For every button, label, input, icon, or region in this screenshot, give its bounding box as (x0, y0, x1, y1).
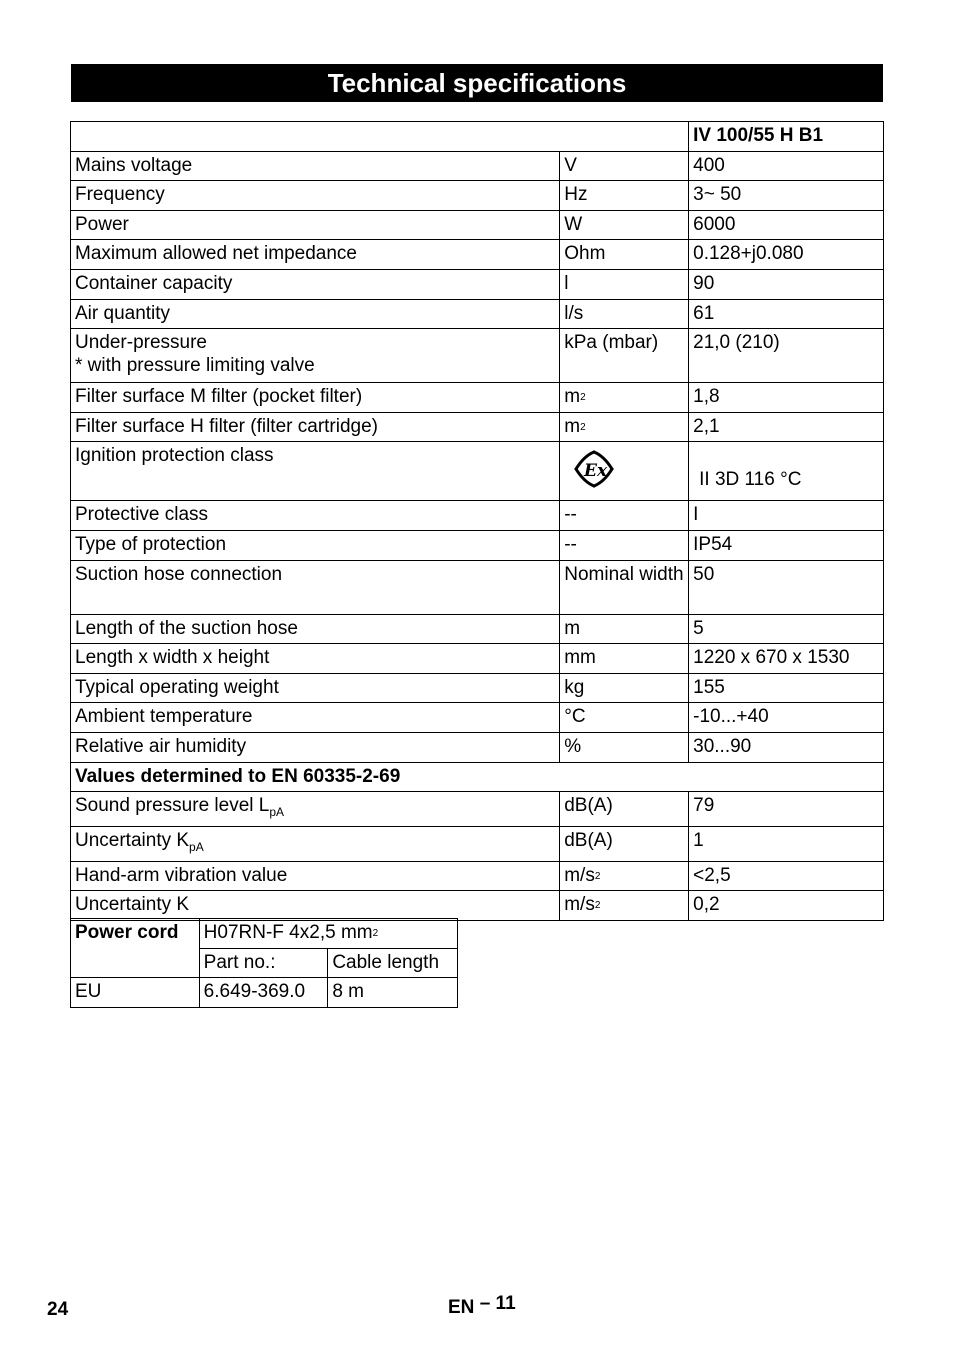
spec-value: 50 (689, 560, 884, 614)
table-row (71, 614, 884, 644)
col-part-no: Part no.: (199, 948, 328, 978)
label-base: Sound pressure level L (75, 795, 270, 817)
table-row (71, 442, 884, 501)
unit-base: m (564, 415, 581, 437)
footer-lang: EN (448, 1297, 475, 1318)
table-row (71, 560, 884, 614)
label-subscript: pA (189, 839, 204, 854)
cord-length: 8 m (328, 978, 458, 1008)
table-row (71, 978, 458, 1008)
table-row (71, 891, 884, 921)
spec-label: Filter surface M filter (pocket filter) (71, 383, 560, 413)
page-number: 24 (47, 1299, 69, 1320)
unit-exponent: 2 (594, 900, 601, 912)
spec-label: Maximum allowed net impedance (71, 240, 560, 270)
spec-label: Hand-arm vibration value (71, 861, 560, 891)
spec-unit (560, 442, 689, 501)
spec-label-note: * with pressure limiting valve (75, 355, 315, 377)
spec-label: Filter surface H filter (filter cartridge) (71, 412, 560, 442)
spec-value: 61 (689, 299, 884, 329)
table-header-row (71, 122, 884, 152)
table-row (71, 240, 884, 270)
model-name: IV 100/55 H B1 (689, 122, 884, 152)
spec-unit: m (560, 614, 689, 644)
spec-label: Power (71, 210, 560, 240)
spec-value: 1,8 (689, 383, 884, 413)
spec-label: Typical operating weight (71, 673, 560, 703)
spec-value: 0.128+j0.080 (689, 240, 884, 270)
spec-unit: dB(A) (560, 792, 689, 827)
power-cord-type (199, 919, 457, 949)
spec-value: -10...+40 (689, 703, 884, 733)
spec-unit (560, 383, 689, 413)
table-row (71, 732, 884, 762)
table-row (71, 412, 884, 442)
spec-label (71, 826, 560, 861)
spec-label: Under-pressure (75, 332, 207, 354)
spec-label: Ignition protection class (71, 442, 560, 501)
spec-value: <2,5 (689, 861, 884, 891)
spec-value: 400 (689, 151, 884, 181)
spec-label (71, 792, 560, 827)
spec-label: Relative air humidity (71, 732, 560, 762)
spec-label: Uncertainty K (71, 891, 560, 921)
spec-value: IP54 (689, 530, 884, 560)
table-row (71, 644, 884, 674)
section-heading: Values determined to EN 60335-2-69 (71, 762, 884, 792)
spec-value: 90 (689, 269, 884, 299)
spec-unit (560, 891, 689, 921)
spec-unit: dB(A) (560, 826, 689, 861)
spec-label: Mains voltage (71, 151, 560, 181)
cord-region: EU (71, 978, 200, 1008)
spec-value: 1220 x 670 x 1530 (689, 644, 884, 674)
spec-unit: Nominal width (560, 560, 689, 614)
spec-value: 30...90 (689, 732, 884, 762)
spec-label-multiline (71, 329, 560, 383)
ignition-class-value: II 3D 116 °C (699, 469, 802, 491)
table-row (71, 210, 884, 240)
spec-unit: l (560, 269, 689, 299)
table-row (71, 826, 884, 861)
unit-exponent: 2 (580, 392, 586, 404)
spec-unit: % (560, 732, 689, 762)
footer-section-number: 11 (495, 1293, 516, 1314)
cord-part-no: 6.649-369.0 (199, 978, 328, 1008)
svg-text:Ex: Ex (584, 461, 608, 482)
spec-label: Type of protection (71, 530, 560, 560)
spec-label: Ambient temperature (71, 703, 560, 733)
spec-label: Length of the suction hose (71, 614, 560, 644)
spec-value: 6000 (689, 210, 884, 240)
spec-value: 21,0 (210) (689, 329, 884, 383)
spec-label: Length x width x height (71, 644, 560, 674)
spec-unit: V (560, 151, 689, 181)
table-row (71, 329, 884, 383)
spec-label: Frequency (71, 181, 560, 211)
spec-value: 1 (689, 826, 884, 861)
spec-value: 2,1 (689, 412, 884, 442)
table-row (71, 151, 884, 181)
spec-label: Protective class (71, 501, 560, 531)
table-row (71, 501, 884, 531)
spec-unit (560, 412, 689, 442)
table-row (71, 299, 884, 329)
label-subscript: pA (269, 804, 285, 819)
unit-exponent: 2 (594, 870, 601, 882)
unit-base: m/s (564, 864, 595, 886)
ex-explosion-protection-icon (572, 450, 616, 488)
cord-type-exponent: 2 (372, 928, 379, 939)
unit-exponent: 2 (580, 421, 586, 433)
spec-unit: l/s (560, 299, 689, 329)
table-row (71, 792, 884, 827)
spec-label: Air quantity (71, 299, 560, 329)
spec-value (689, 442, 884, 501)
power-cord-heading: Power cord (71, 919, 200, 978)
table-row (71, 861, 884, 891)
spec-value: 5 (689, 614, 884, 644)
spec-value: 3~ 50 (689, 181, 884, 211)
power-cord-table (70, 918, 458, 1008)
spec-unit: Hz (560, 181, 689, 211)
spec-label: Suction hose connection (71, 560, 560, 614)
table-row (71, 269, 884, 299)
col-cable-length: Cable length (328, 948, 458, 978)
table-row (71, 703, 884, 733)
footer-section (448, 1293, 516, 1319)
label-base: Uncertainty K (75, 829, 190, 851)
spec-value: 0,2 (689, 891, 884, 921)
spec-unit: mm (560, 644, 689, 674)
table-row (71, 181, 884, 211)
unit-base: m (564, 386, 581, 408)
footer-separator: – (479, 1293, 491, 1314)
technical-spec-table (70, 121, 884, 921)
spec-value: I (689, 501, 884, 531)
spec-unit (560, 861, 689, 891)
spec-unit: W (560, 210, 689, 240)
spec-label: Container capacity (71, 269, 560, 299)
section-heading-row (71, 762, 884, 792)
spec-value: 155 (689, 673, 884, 703)
cord-type-base: H07RN-F 4x2,5 mm (203, 922, 373, 943)
spec-unit: -- (560, 530, 689, 560)
unit-base: m/s (564, 894, 595, 916)
table-row (71, 673, 884, 703)
spec-unit: Ohm (560, 240, 689, 270)
spec-value: 79 (689, 792, 884, 827)
table-row (71, 383, 884, 413)
spec-unit: kg (560, 673, 689, 703)
page-title: Technical specifications (71, 64, 883, 102)
spec-unit: °C (560, 703, 689, 733)
table-row (71, 530, 884, 560)
spec-unit: -- (560, 501, 689, 531)
table-row (71, 919, 458, 949)
spec-unit: kPa (mbar) (560, 329, 689, 383)
header-empty-cell (71, 122, 689, 152)
